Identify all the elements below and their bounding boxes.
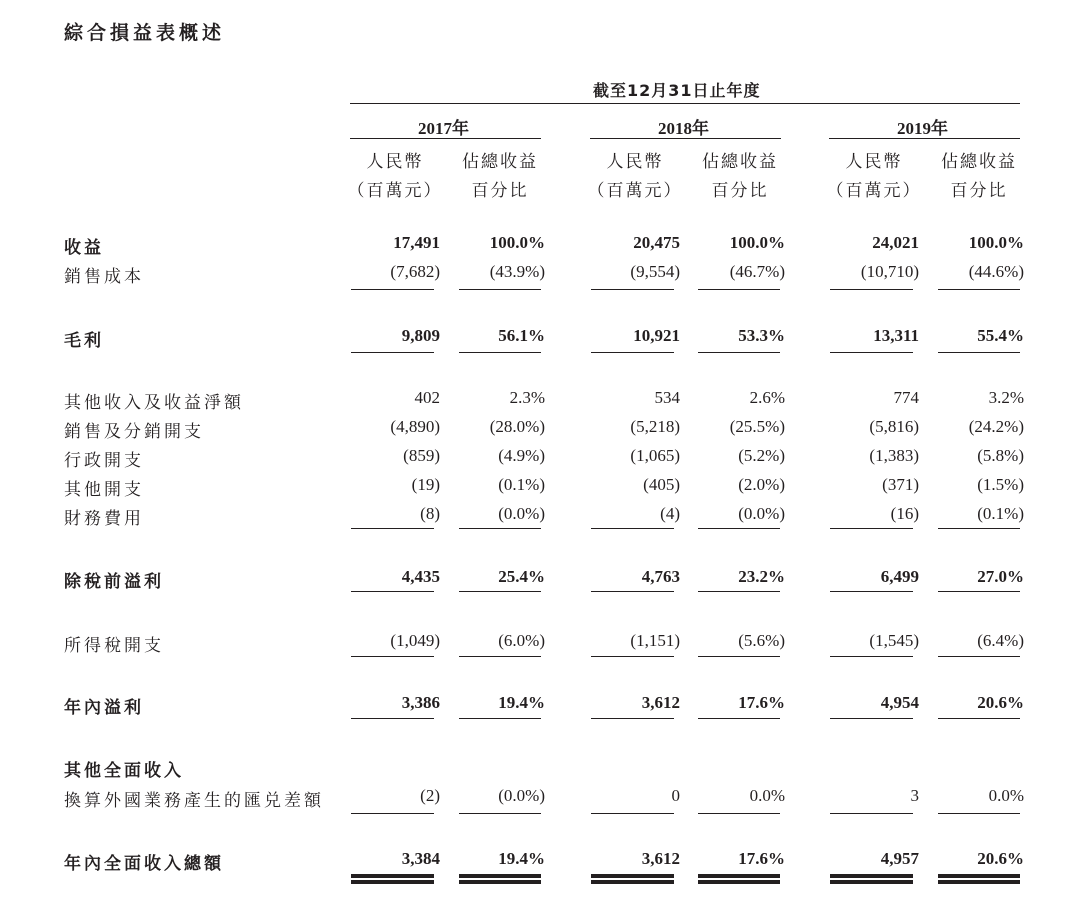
total-double-rule — [830, 874, 913, 878]
pct-cell: (28.0%) — [489, 417, 545, 436]
rmb-cell: (16) — [890, 504, 919, 523]
page-title: 綜合損益表概述 — [64, 22, 226, 44]
year-rule — [350, 138, 541, 139]
pct-cell: 23.2% — [738, 567, 785, 586]
year-header: 2019年 — [897, 119, 948, 138]
pct-cell: 56.1% — [498, 326, 545, 345]
col-header-pct-unit: 百分比 — [711, 181, 769, 201]
subtotal-rule — [698, 656, 780, 657]
subtotal-rule — [938, 813, 1020, 814]
col-header-rmb-unit: （百萬元） — [587, 181, 683, 201]
pct-cell: 2.3% — [509, 388, 545, 407]
subtotal-rule — [698, 352, 780, 353]
period-rule — [350, 103, 1020, 104]
total-double-rule — [938, 880, 1020, 884]
subtotal-rule — [830, 352, 913, 353]
rmb-cell: (4,890) — [390, 417, 440, 436]
subtotal-rule — [459, 656, 541, 657]
pct-cell: (0.1%) — [498, 475, 545, 494]
rmb-cell: 3,386 — [401, 693, 440, 712]
rmb-cell: (1,049) — [390, 631, 440, 650]
rmb-cell: 0 — [671, 786, 680, 805]
row-label: 銷售成本 — [64, 267, 144, 287]
rmb-cell: 24,021 — [872, 233, 919, 252]
pct-cell: (4.9%) — [498, 446, 545, 465]
rmb-cell: 17,491 — [393, 233, 440, 252]
subtotal-rule — [459, 352, 541, 353]
pct-cell: (2.0%) — [738, 475, 785, 494]
subtotal-rule — [459, 528, 541, 529]
rmb-cell: (1,383) — [869, 446, 919, 465]
subtotal-rule — [591, 656, 674, 657]
total-double-rule — [459, 880, 541, 884]
pct-cell: (0.0%) — [498, 504, 545, 523]
rmb-cell: 3,612 — [641, 849, 680, 868]
row-label: 銷售及分銷開支 — [64, 422, 204, 442]
subtotal-rule — [830, 813, 913, 814]
subtotal-rule — [830, 289, 913, 290]
rmb-cell: (4) — [660, 504, 680, 523]
col-header-rmb: 人民幣 — [606, 152, 664, 172]
col-header-pct: 佔總收益 — [702, 152, 778, 172]
subtotal-rule — [459, 718, 541, 719]
col-header-pct: 佔總收益 — [941, 152, 1017, 172]
row-label: 其他全面收入 — [64, 761, 184, 781]
rmb-cell: 3 — [910, 786, 919, 805]
rmb-cell: 13,311 — [873, 326, 919, 345]
year-rule — [829, 138, 1020, 139]
year-rule — [590, 138, 781, 139]
pct-cell: 25.4% — [498, 567, 545, 586]
pct-cell: 0.0% — [988, 786, 1024, 805]
rmb-cell: 402 — [414, 388, 440, 407]
pct-cell: (5.2%) — [738, 446, 785, 465]
pct-cell: 17.6% — [738, 849, 785, 868]
row-label: 財務費用 — [64, 509, 144, 529]
subtotal-rule — [938, 591, 1020, 592]
subtotal-rule — [459, 591, 541, 592]
subtotal-rule — [698, 591, 780, 592]
pct-cell: 20.6% — [977, 693, 1024, 712]
subtotal-rule — [459, 813, 541, 814]
pct-cell: (25.5%) — [729, 417, 785, 436]
rmb-cell: 4,957 — [880, 849, 919, 868]
rmb-cell: 534 — [654, 388, 680, 407]
subtotal-rule — [938, 528, 1020, 529]
subtotal-rule — [698, 718, 780, 719]
subtotal-rule — [351, 289, 434, 290]
total-double-rule — [698, 874, 780, 878]
subtotal-rule — [830, 718, 913, 719]
subtotal-rule — [351, 352, 434, 353]
rmb-cell: 3,612 — [641, 693, 680, 712]
pct-cell: (5.8%) — [977, 446, 1024, 465]
row-label: 除稅前溢利 — [64, 572, 164, 592]
pct-cell: (44.6%) — [968, 262, 1024, 281]
pct-cell: 19.4% — [498, 693, 545, 712]
rmb-cell: (2) — [420, 786, 440, 805]
pct-cell: (6.4%) — [977, 631, 1024, 650]
rmb-cell: (7,682) — [390, 262, 440, 281]
pct-cell: (24.2%) — [968, 417, 1024, 436]
row-label: 行政開支 — [64, 451, 144, 471]
rmb-cell: (8) — [420, 504, 440, 523]
total-double-rule — [591, 874, 674, 878]
pct-cell: 100.0% — [729, 233, 785, 252]
row-label: 其他開支 — [64, 480, 144, 500]
pct-cell: (0.1%) — [977, 504, 1024, 523]
subtotal-rule — [351, 528, 434, 529]
year-header: 2018年 — [658, 119, 709, 138]
subtotal-rule — [591, 289, 674, 290]
rmb-cell: (1,151) — [630, 631, 680, 650]
col-header-pct: 佔總收益 — [462, 152, 538, 172]
rmb-cell: (5,816) — [869, 417, 919, 436]
subtotal-rule — [830, 656, 913, 657]
subtotal-rule — [698, 289, 780, 290]
subtotal-rule — [591, 718, 674, 719]
subtotal-rule — [351, 813, 434, 814]
pct-cell: (43.9%) — [489, 262, 545, 281]
subtotal-rule — [591, 352, 674, 353]
pct-cell: 100.0% — [968, 233, 1024, 252]
total-double-rule — [938, 874, 1020, 878]
pct-cell: (6.0%) — [498, 631, 545, 650]
pct-cell: (0.0%) — [738, 504, 785, 523]
subtotal-rule — [938, 352, 1020, 353]
col-header-rmb: 人民幣 — [845, 152, 903, 172]
subtotal-rule — [591, 528, 674, 529]
row-label: 毛利 — [64, 331, 104, 351]
subtotal-rule — [591, 813, 674, 814]
pct-cell: (0.0%) — [498, 786, 545, 805]
rmb-cell: (10,710) — [860, 262, 919, 281]
subtotal-rule — [351, 656, 434, 657]
rmb-cell: 774 — [893, 388, 919, 407]
rmb-cell: (1,545) — [869, 631, 919, 650]
total-double-rule — [591, 880, 674, 884]
pct-cell: (46.7%) — [729, 262, 785, 281]
col-header-rmb-unit: （百萬元） — [347, 181, 443, 201]
pct-cell: 27.0% — [977, 567, 1024, 586]
subtotal-rule — [698, 813, 780, 814]
subtotal-rule — [938, 656, 1020, 657]
pct-cell: (5.6%) — [738, 631, 785, 650]
col-header-rmb: 人民幣 — [366, 152, 424, 172]
rmb-cell: (1,065) — [630, 446, 680, 465]
subtotal-rule — [351, 718, 434, 719]
pct-cell: 53.3% — [738, 326, 785, 345]
row-label: 年內溢利 — [64, 698, 144, 718]
year-header: 2017年 — [418, 119, 469, 138]
subtotal-rule — [938, 289, 1020, 290]
rmb-cell: 6,499 — [880, 567, 919, 586]
pct-cell: 20.6% — [977, 849, 1024, 868]
subtotal-rule — [459, 289, 541, 290]
rmb-cell: 20,475 — [633, 233, 680, 252]
rmb-cell: (405) — [643, 475, 680, 494]
col-header-pct-unit: 百分比 — [950, 181, 1008, 201]
rmb-cell: 4,435 — [401, 567, 440, 586]
row-label: 年內全面收入總額 — [64, 854, 224, 874]
pct-cell: 100.0% — [489, 233, 545, 252]
rmb-cell: 4,954 — [880, 693, 919, 712]
pct-cell: 55.4% — [977, 326, 1024, 345]
row-label: 收益 — [64, 238, 104, 258]
subtotal-rule — [698, 528, 780, 529]
row-label: 其他收入及收益淨額 — [64, 393, 244, 413]
col-header-pct-unit: 百分比 — [471, 181, 529, 201]
row-label: 換算外國業務產生的匯兑差額 — [64, 791, 324, 811]
rmb-cell: 10,921 — [633, 326, 680, 345]
pct-cell: 17.6% — [738, 693, 785, 712]
rmb-cell: (9,554) — [630, 262, 680, 281]
rmb-cell: (371) — [882, 475, 919, 494]
row-label: 所得稅開支 — [64, 636, 164, 656]
pct-cell: 3.2% — [988, 388, 1024, 407]
period-header: 截至12月31日止年度 — [593, 81, 761, 100]
rmb-cell: 3,384 — [401, 849, 440, 868]
subtotal-rule — [830, 591, 913, 592]
pct-cell: 0.0% — [749, 786, 785, 805]
pct-cell: 19.4% — [498, 849, 545, 868]
subtotal-rule — [351, 591, 434, 592]
total-double-rule — [459, 874, 541, 878]
subtotal-rule — [938, 718, 1020, 719]
subtotal-rule — [591, 591, 674, 592]
subtotal-rule — [830, 528, 913, 529]
total-double-rule — [830, 880, 913, 884]
rmb-cell: 9,809 — [401, 326, 440, 345]
rmb-cell: (19) — [411, 475, 440, 494]
pct-cell: 2.6% — [749, 388, 785, 407]
pct-cell: (1.5%) — [977, 475, 1024, 494]
rmb-cell: 4,763 — [641, 567, 680, 586]
total-double-rule — [351, 874, 434, 878]
rmb-cell: (5,218) — [630, 417, 680, 436]
total-double-rule — [351, 880, 434, 884]
col-header-rmb-unit: （百萬元） — [826, 181, 922, 201]
rmb-cell: (859) — [403, 446, 440, 465]
total-double-rule — [698, 880, 780, 884]
